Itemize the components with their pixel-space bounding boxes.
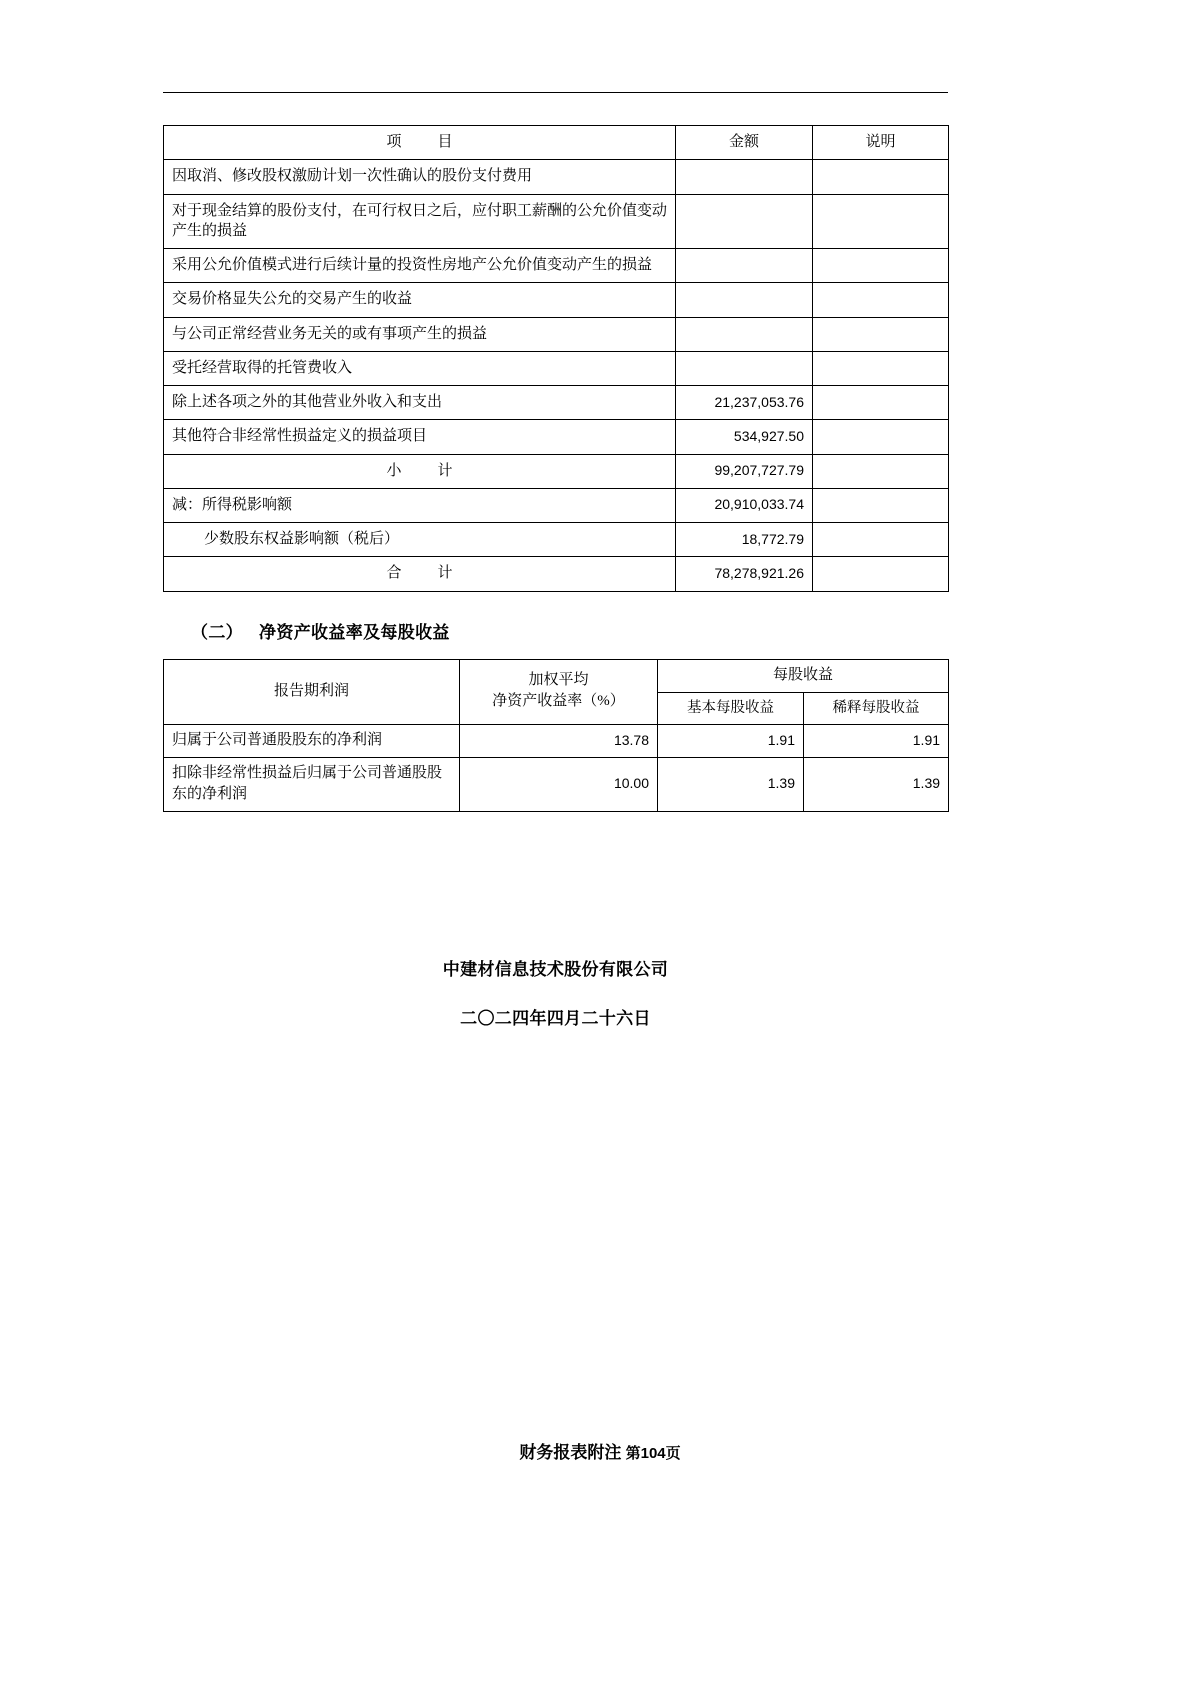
section-title: 净资产收益率及每股收益 [259, 622, 450, 642]
row-label: 与公司正常经营业务无关的或有事项产生的损益 [164, 317, 676, 351]
table-row [164, 351, 949, 385]
nonrecurring-items-table [163, 125, 949, 592]
column-header-amount: 金额 [676, 126, 813, 160]
row-amount: 99,207,727.79 [676, 454, 813, 488]
row-roe: 13.78 [460, 724, 658, 757]
footer-page-number: 第104页 [625, 1445, 681, 1462]
page-footer [0, 1438, 1200, 1463]
row-amount: 18,772.79 [676, 523, 813, 557]
column-header-eps-diluted: 稀释每股收益 [804, 692, 949, 724]
table-header-row [164, 126, 949, 160]
row-eps-diluted: 1.91 [804, 724, 949, 757]
row-note [813, 557, 949, 591]
table-row [164, 757, 949, 811]
row-amount [676, 249, 813, 283]
table-row [164, 160, 949, 194]
row-amount: 78,278,921.26 [676, 557, 813, 591]
row-amount: 20,910,033.74 [676, 488, 813, 522]
company-name: 中建材信息技术股份有限公司 [442, 960, 669, 979]
row-label: 合 计 [164, 557, 676, 591]
row-note [813, 488, 949, 522]
row-eps-basic: 1.39 [658, 757, 804, 811]
row-label: 交易价格显失公允的交易产生的收益 [164, 283, 676, 317]
row-note [813, 351, 949, 385]
table-row [164, 317, 949, 351]
row-label: 受托经营取得的托管费收入 [164, 351, 676, 385]
row-amount [676, 351, 813, 385]
row-note [813, 194, 949, 249]
row-amount: 21,237,053.76 [676, 386, 813, 420]
table-row-total [164, 557, 949, 591]
row-label: 除上述各项之外的其他营业外收入和支出 [164, 386, 676, 420]
column-header-eps-basic: 基本每股收益 [658, 692, 804, 724]
row-label: 归属于公司普通股股东的净利润 [164, 724, 460, 757]
row-label: 减：所得税影响额 [164, 488, 676, 522]
column-header-roe: 加权平均 净资产收益率（%） [460, 659, 658, 724]
row-note [813, 454, 949, 488]
row-label: 对于现金结算的股份支付，在可行权日之后，应付职工薪酬的公允价值变动产生的损益 [164, 194, 676, 249]
row-note [813, 249, 949, 283]
row-amount [676, 160, 813, 194]
table-row [164, 523, 949, 557]
table-row [164, 194, 949, 249]
row-note [813, 420, 949, 454]
column-header-eps-group: 每股收益 [658, 659, 949, 692]
row-label: 少数股东权益影响额（税后） [164, 523, 676, 557]
column-header-profit: 报告期利润 [164, 659, 460, 724]
signature-block [163, 955, 948, 1029]
row-roe: 10.00 [460, 757, 658, 811]
row-label: 小 计 [164, 454, 676, 488]
footer-label: 财务报表附注 [519, 1443, 622, 1462]
row-amount [676, 194, 813, 249]
column-header-note: 说明 [813, 126, 949, 160]
signature-date: 二〇二四年四月二十六日 [460, 1009, 651, 1028]
row-note [813, 317, 949, 351]
table-row-subtotal [164, 454, 949, 488]
row-label: 因取消、修改股权激励计划一次性确认的股份支付费用 [164, 160, 676, 194]
row-amount: 534,927.50 [676, 420, 813, 454]
row-note [813, 523, 949, 557]
column-header-item: 项 目 [164, 126, 676, 160]
section-number: （二） [191, 622, 244, 642]
table-header-row-top [164, 659, 949, 692]
row-note [813, 386, 949, 420]
page-content [163, 92, 948, 812]
row-eps-basic: 1.91 [658, 724, 804, 757]
table-row [164, 386, 949, 420]
eps-roe-table [163, 659, 949, 812]
table-row [164, 249, 949, 283]
row-amount [676, 283, 813, 317]
row-note [813, 283, 949, 317]
row-label: 扣除非经常性损益后归属于公司普通股股东的净利润 [164, 757, 460, 811]
row-amount [676, 317, 813, 351]
row-label: 其他符合非经常性损益定义的损益项目 [164, 420, 676, 454]
table-row [164, 283, 949, 317]
header-rule [163, 92, 948, 93]
table-row [164, 420, 949, 454]
row-note [813, 160, 949, 194]
section-heading [163, 618, 948, 643]
table-row [164, 488, 949, 522]
row-eps-diluted: 1.39 [804, 757, 949, 811]
table-row [164, 724, 949, 757]
row-label: 采用公允价值模式进行后续计量的投资性房地产公允价值变动产生的损益 [164, 249, 676, 283]
